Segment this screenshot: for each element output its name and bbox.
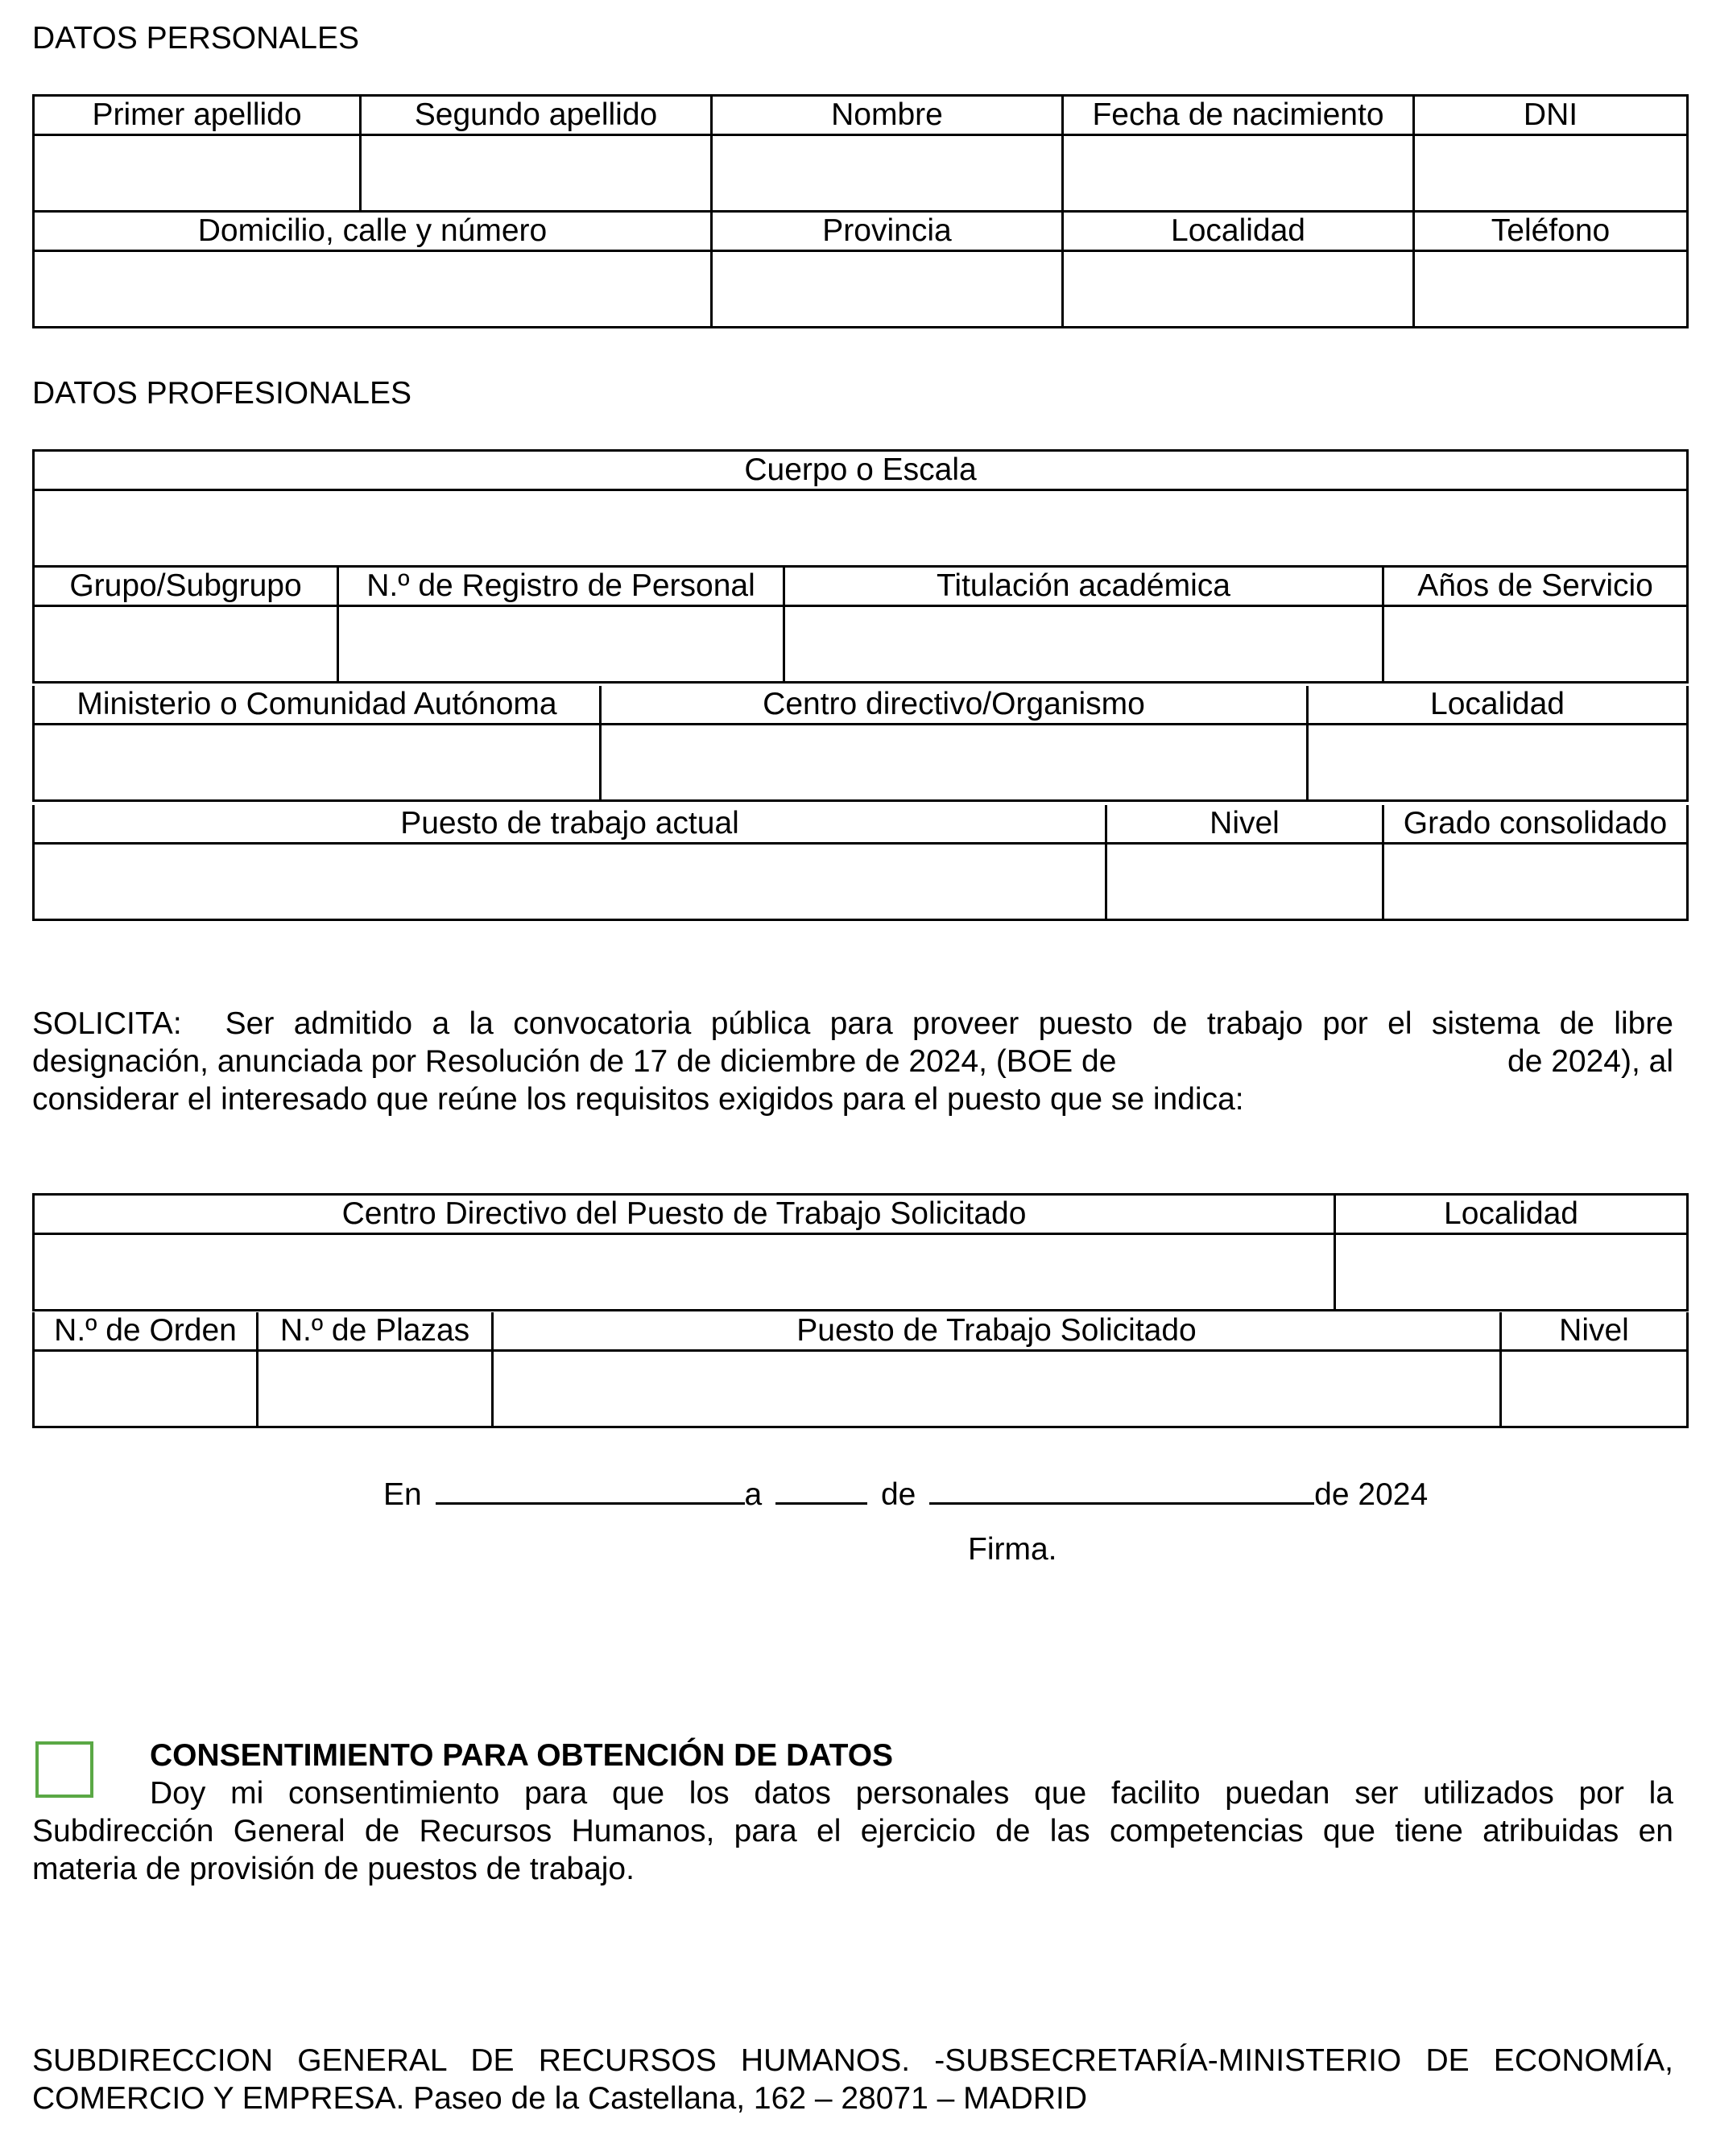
header-nivel-solicitado: Nivel	[1501, 1312, 1688, 1351]
requested-position-table-2	[32, 1312, 1689, 1428]
field-numero-plazas[interactable]	[258, 1351, 493, 1427]
consent-line-3: materia de provisión de puestos de trabajo.	[32, 1852, 635, 1886]
field-dni[interactable]	[1414, 135, 1688, 212]
solicita-line-2	[32, 1043, 1673, 1080]
field-mes[interactable]	[929, 1473, 1314, 1505]
field-anos-servicio[interactable]	[1383, 606, 1688, 683]
footer-line-1: SUBDIRECCION GENERAL DE RECURSOS HUMANOS. -SUBSECRETARÍA-MINISTERIO DE ECONOMÍA,	[32, 2043, 1673, 2078]
header-titulacion: Titulación académica	[784, 567, 1383, 606]
field-titulacion[interactable]	[784, 606, 1383, 683]
header-fecha-nacimiento: Fecha de nacimiento	[1063, 96, 1414, 135]
field-grado-consolidado[interactable]	[1383, 844, 1688, 920]
field-lugar[interactable]	[436, 1473, 745, 1505]
consent-title: CONSENTIMIENTO PARA OBTENCIÓN DE DATOS	[150, 1738, 894, 1773]
field-localidad-solicitado[interactable]	[1335, 1234, 1688, 1311]
solicita-text-3: considerar el interesado que reúne los requisitos exigidos para el puesto que se indica:	[32, 1082, 1244, 1117]
header-localidad-solicitado: Localidad	[1335, 1195, 1688, 1234]
professional-data-table-1	[32, 449, 1689, 684]
header-nivel: Nivel	[1106, 805, 1383, 844]
header-anos-servicio: Años de Servicio	[1383, 567, 1688, 606]
header-grupo-subgrupo: Grupo/Subgrupo	[34, 567, 338, 606]
field-primer-apellido[interactable]	[34, 135, 361, 212]
signature-year: de 2024	[1314, 1477, 1429, 1512]
header-centro-directivo-solicitado: Centro Directivo del Puesto de Trabajo Solicitado	[34, 1195, 1335, 1234]
header-dni: DNI	[1414, 96, 1688, 135]
field-grupo-subgrupo[interactable]	[34, 606, 338, 683]
signature-a: a	[744, 1477, 763, 1512]
header-provincia: Provincia	[712, 212, 1063, 251]
field-puesto-solicitado[interactable]	[493, 1351, 1501, 1427]
field-dia[interactable]	[775, 1473, 867, 1505]
field-localidad-prof[interactable]	[1308, 725, 1688, 801]
field-puesto-actual[interactable]	[34, 844, 1106, 920]
header-numero-orden: N.º de Orden	[34, 1312, 258, 1351]
header-numero-plazas: N.º de Plazas	[258, 1312, 493, 1351]
field-segundo-apellido[interactable]	[361, 135, 712, 212]
header-ministerio: Ministerio o Comunidad Autónoma	[34, 686, 601, 725]
header-puesto-solicitado: Puesto de Trabajo Solicitado	[493, 1312, 1501, 1351]
signature-de: de	[880, 1477, 916, 1512]
signature-date-line	[383, 1473, 1428, 1514]
field-provincia[interactable]	[712, 251, 1063, 328]
solicita-label: SOLICITA:	[32, 1006, 182, 1041]
solicita-line-1	[32, 1005, 1673, 1043]
field-numero-orden[interactable]	[34, 1351, 258, 1427]
field-registro-personal[interactable]	[338, 606, 784, 683]
header-puesto-actual: Puesto de trabajo actual	[34, 805, 1106, 844]
header-cuerpo-escala: Cuerpo o Escala	[34, 451, 1688, 490]
signature-en: En	[383, 1477, 422, 1512]
field-telefono[interactable]	[1414, 251, 1688, 328]
footer-line-2: COMERCIO Y EMPRESA. Paseo de la Castellana, 162 – 28071 – MADRID	[32, 2081, 1088, 2116]
field-centro-directivo-solicitado[interactable]	[34, 1234, 1335, 1311]
field-nivel[interactable]	[1106, 844, 1383, 920]
signature-firma: Firma.	[968, 1532, 1057, 1567]
header-segundo-apellido: Segundo apellido	[361, 96, 712, 135]
solicita-paragraph	[32, 1005, 1673, 1118]
solicita-text-1: Ser admitido a la convocatoria pública para proveer puesto de trabajo por el sistema de libre	[225, 1006, 1673, 1041]
header-primer-apellido: Primer apellido	[34, 96, 361, 135]
header-grado-consolidado: Grado consolidado	[1383, 805, 1688, 844]
header-nombre: Nombre	[712, 96, 1063, 135]
professional-data-table-3	[32, 805, 1689, 921]
personal-data-table	[32, 94, 1689, 328]
field-nombre[interactable]	[712, 135, 1063, 212]
field-centro-directivo[interactable]	[601, 725, 1308, 801]
field-cuerpo-escala[interactable]	[34, 490, 1688, 567]
header-domicilio: Domicilio, calle y número	[34, 212, 712, 251]
header-centro-directivo: Centro directivo/Organismo	[601, 686, 1308, 725]
header-registro-personal: N.º de Registro de Personal	[338, 567, 784, 606]
footer-address	[32, 2042, 1673, 2117]
header-telefono: Teléfono	[1414, 212, 1688, 251]
solicita-text-2a: designación, anunciada por Resolución de 17 de diciembre de 2024, (BOE de	[32, 1044, 1117, 1079]
header-localidad: Localidad	[1063, 212, 1414, 251]
field-domicilio[interactable]	[34, 251, 712, 328]
professional-data-table-2	[32, 686, 1689, 802]
requested-position-table-1	[32, 1193, 1689, 1311]
field-nivel-solicitado[interactable]	[1501, 1351, 1688, 1427]
section-title-personal: DATOS PERSONALES	[32, 21, 360, 56]
header-localidad-prof: Localidad	[1308, 686, 1688, 725]
consent-line-2: Subdirección General de Recursos Humanos, para el ejercicio de las competencias que tiene atribuidas en	[32, 1814, 1673, 1848]
solicita-text-2b: de 2024), al	[1507, 1044, 1673, 1079]
section-title-professional: DATOS PROFESIONALES	[32, 376, 412, 411]
consent-paragraph	[32, 1774, 1673, 1888]
field-ministerio[interactable]	[34, 725, 601, 801]
field-fecha-nacimiento[interactable]	[1063, 135, 1414, 212]
field-localidad[interactable]	[1063, 251, 1414, 328]
consent-line-1: Doy mi consentimiento para que los datos personales que facilito puedan ser utilizados por la	[150, 1776, 1673, 1811]
